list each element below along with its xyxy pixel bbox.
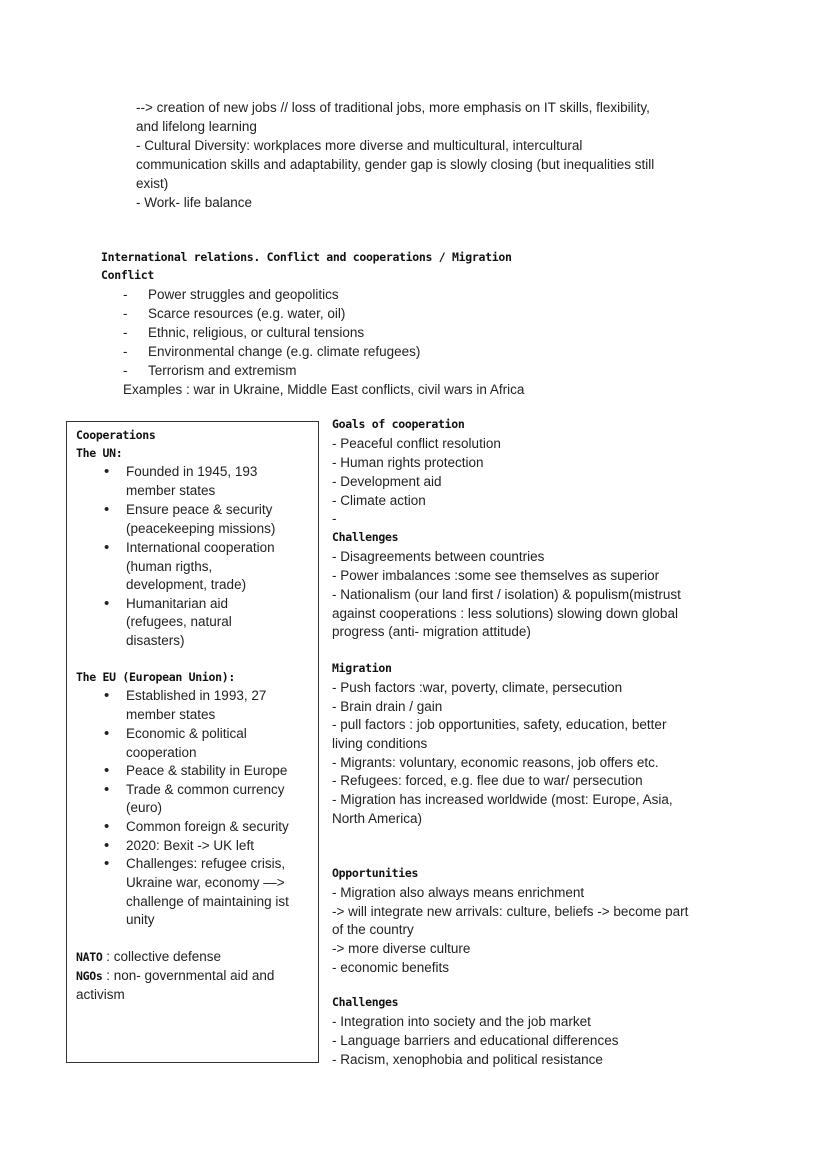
challenge-item: - Power imbalances :some see themselves as superior [332, 568, 660, 583]
migration-item: - Migrants: voluntary, economic reasons, job offers etc. [332, 755, 659, 770]
list-item: Founded in 1945, 193 [126, 464, 258, 479]
bullet-dot: • [104, 501, 110, 518]
un-heading: The UN: [76, 446, 123, 460]
list-item: Power struggles and geopolitics [148, 287, 339, 302]
text-line: exist) [136, 176, 169, 191]
migration-item: - pull factors : job opportunities, safety, education, better [332, 717, 667, 732]
bullet-dot: • [104, 762, 110, 779]
dash-marker: - [123, 363, 128, 378]
list-item: (peacekeeping missions) [126, 521, 276, 536]
migration-item: - Brain drain / gain [332, 699, 443, 714]
list-item: International cooperation [126, 540, 275, 555]
list-item: Established in 1993, 27 [126, 688, 267, 703]
list-item: Ensure peace & security [126, 502, 273, 517]
bullet-dot: • [104, 855, 110, 872]
opportunity-item: - economic benefits [332, 960, 450, 975]
ngos-label: NGOs [76, 969, 103, 983]
bullet-dot: • [104, 837, 110, 854]
bullet-dot: • [104, 687, 110, 704]
list-item: Environmental change (e.g. climate refugees) [148, 344, 421, 359]
list-item: unity [126, 912, 155, 927]
list-item: Ethnic, religious, or cultural tensions [148, 325, 365, 340]
challenges2-heading: Challenges [332, 995, 399, 1009]
text-line: --> creation of new jobs // loss of traditional jobs, more emphasis on IT skills, flexibility, [136, 100, 650, 115]
text-line: - Cultural Diversity: workplaces more diverse and multicultural, intercultural [136, 138, 583, 153]
migration-heading: Migration [332, 661, 392, 675]
challenge-item: - Racism, xenophobia and political resistance [332, 1052, 603, 1067]
opportunities-heading: Opportunities [332, 866, 419, 880]
list-item: (human rigths, [126, 559, 213, 574]
goal-item: - [332, 511, 337, 526]
nato-text: : collective defense [102, 949, 222, 964]
conflict-heading: Conflict [101, 268, 154, 282]
list-item: disasters) [126, 633, 185, 648]
list-item: Peace & stability in Europe [126, 763, 288, 778]
migration-item: - Migration has increased worldwide (most: Europe, Asia, [332, 792, 673, 807]
eu-heading: The EU (European Union): [76, 670, 235, 684]
list-item: Terrorism and extremism [148, 363, 297, 378]
ngos-text: : non- governmental aid and [102, 968, 275, 983]
text-line: - Work- life balance [136, 195, 253, 210]
bullet-dot: • [104, 595, 110, 612]
dash-marker: - [123, 325, 128, 340]
list-item: 2020: Bexit -> UK left [126, 838, 254, 853]
text-line: communication skills and adaptability, gender gap is slowly closing (but inequalities still [136, 157, 655, 172]
list-item: Economic & political [126, 726, 247, 741]
goal-item: - Development aid [332, 474, 442, 489]
cooperations-heading: Cooperations [76, 428, 156, 442]
nato-label: NATO [76, 950, 103, 964]
list-item: Common foreign & security [126, 819, 289, 834]
list-item: Scarce resources (e.g. water, oil) [148, 306, 346, 321]
migration-item: North America) [332, 811, 423, 826]
challenge-item: against cooperations : less solutions) slowing down global [332, 606, 678, 621]
goals-heading: Goals of cooperation [332, 417, 465, 431]
opportunity-item: - Migration also always means enrichment [332, 885, 585, 900]
dash-marker: - [123, 287, 128, 302]
list-item: member states [126, 483, 216, 498]
goal-item: - Climate action [332, 493, 426, 508]
examples-text: Examples : war in Ukraine, Middle East conflicts, civil wars in Africa [123, 382, 525, 397]
opportunity-item: -> more diverse culture [332, 941, 471, 956]
dash-marker: - [123, 306, 128, 321]
bullet-dot: • [104, 781, 110, 798]
goal-item: - Peaceful conflict resolution [332, 436, 501, 451]
list-item: challenge of maintaining ist [126, 894, 289, 909]
opportunity-item: of the country [332, 922, 414, 937]
text-line: and lifelong learning [136, 119, 257, 134]
migration-item: living conditions [332, 736, 428, 751]
challenge-item: progress (anti- migration attitude) [332, 624, 531, 639]
bullet-dot: • [104, 539, 110, 556]
challenge-item: - Disagreements between countries [332, 549, 545, 564]
list-item: Trade & common currency [126, 782, 285, 797]
opportunity-item: -> will integrate new arrivals: culture, beliefs -> become part [332, 904, 689, 919]
list-item: (euro) [126, 800, 163, 815]
bullet-dot: • [104, 463, 110, 480]
nato-line [76, 947, 221, 967]
migration-item: - Push factors :war, poverty, climate, persecution [332, 680, 623, 695]
dash-marker: - [123, 344, 128, 359]
challenge-item: - Integration into society and the job market [332, 1014, 591, 1029]
ngos-text-cont: activism [76, 987, 125, 1002]
list-item: Challenges: refugee crisis, [126, 856, 286, 871]
list-item: development, trade) [126, 577, 247, 592]
challenges-heading: Challenges [332, 530, 399, 544]
list-item: member states [126, 707, 216, 722]
migration-item: - Refugees: forced, e.g. flee due to war/ persecution [332, 773, 643, 788]
list-item: Humanitarian aid [126, 596, 229, 611]
list-item: Ukraine war, economy —> [126, 875, 285, 890]
challenge-item: - Language barriers and educational differences [332, 1033, 619, 1048]
ngos-line [76, 966, 274, 986]
list-item: (refugees, natural [126, 614, 232, 629]
section-heading: International relations. Conflict and cooperations / Migration [101, 250, 512, 264]
challenge-item: - Nationalism (our land first / isolation) & populism(mistrust [332, 587, 681, 602]
goal-item: - Human rights protection [332, 455, 484, 470]
bullet-dot: • [104, 818, 110, 835]
list-item: cooperation [126, 745, 197, 760]
bullet-dot: • [104, 725, 110, 742]
